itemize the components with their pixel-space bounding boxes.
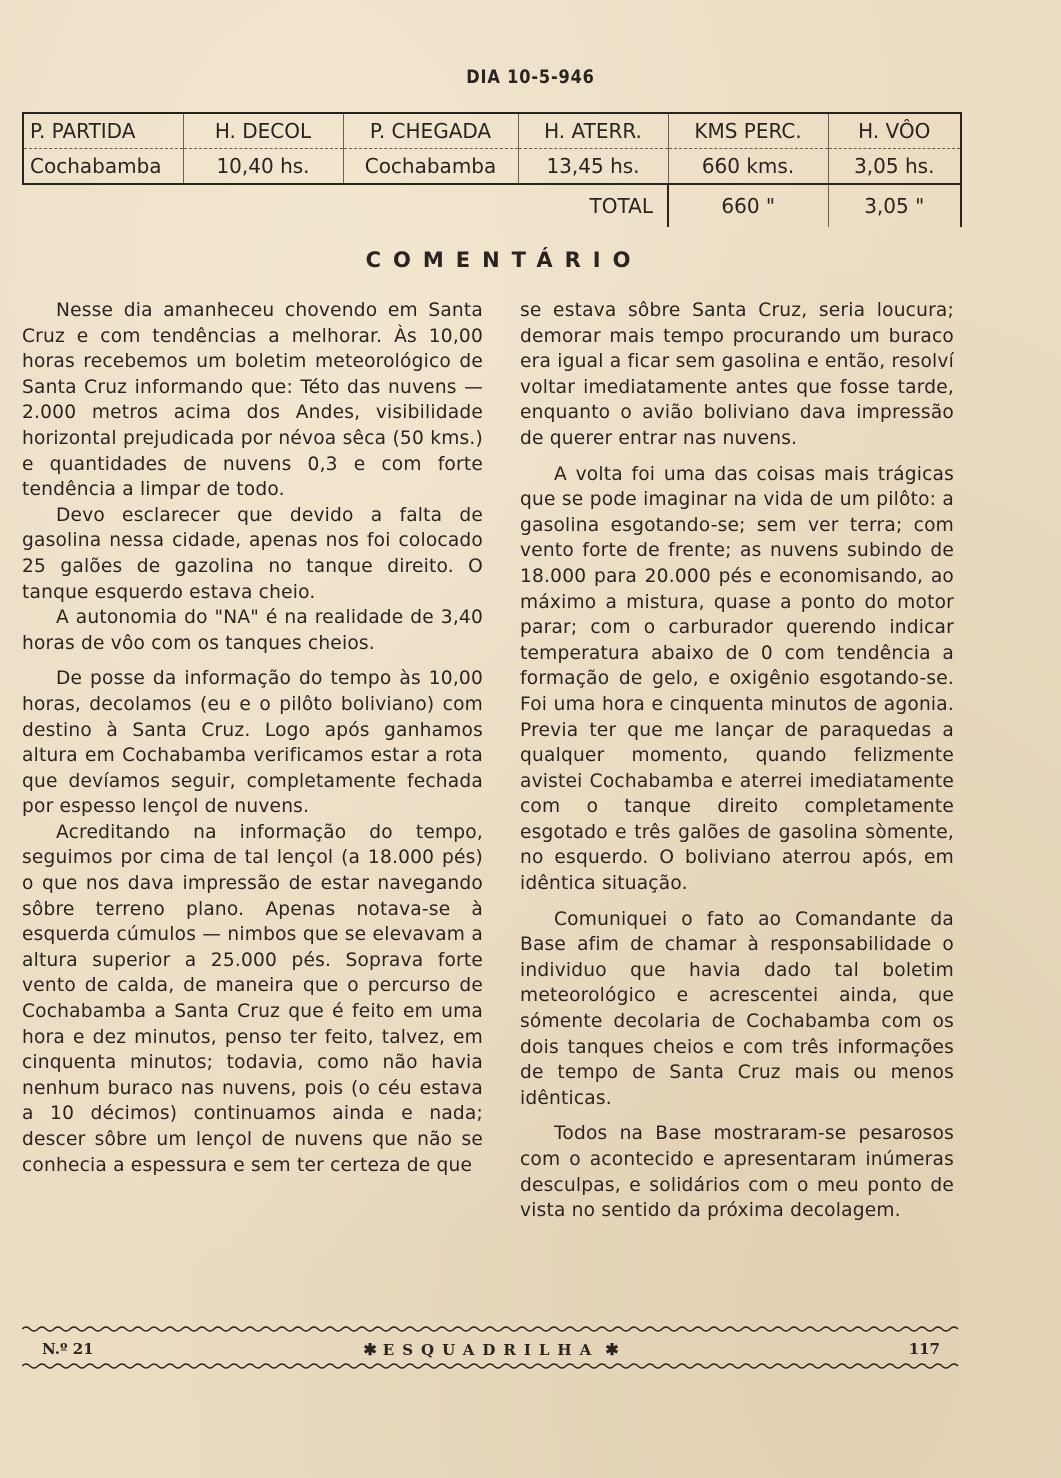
cell-arrival-place: Cochabamba (343, 149, 518, 185)
cell-landing-time: 13,45 hs. (518, 149, 668, 185)
magazine-name: ESQUADRILHA (382, 1341, 600, 1359)
paragraph: Todos na Base mostraram-se pesarosos com o acontecido e apresentaram inúmeras desculpas, e solidários com o meu ponto de vista no sentido da próxima decolagem. (520, 1123, 954, 1222)
flight-log-table (22, 112, 962, 227)
issue-number: N.º 21 (42, 1340, 94, 1358)
header-takeoff-time: H. DECOL (183, 113, 343, 149)
right-column (520, 298, 954, 1224)
header-kms-flown: KMS PERC. (668, 113, 828, 149)
magazine-title (22, 1340, 960, 1359)
page-number: 117 (908, 1340, 940, 1358)
header-arrival-place: P. CHEGADA (343, 113, 518, 149)
star-icon: ✱ (605, 1340, 619, 1359)
total-label: TOTAL (589, 194, 653, 218)
footer-wavy-rule-top (22, 1325, 960, 1333)
cell-takeoff-time: 10,40 hs. (183, 149, 343, 185)
paragraph: se estava sôbre Santa Cruz, seria loucura; demorar mais tempo procurando um buraco era igual a ficar sem gasolina e então, resolví voltar imediatamente antes que fosse tarde, enquanto o avião boliviano dava impressão de querer entrar nas nuvens. (520, 300, 954, 449)
section-title: COMENTÁRIO (365, 248, 643, 272)
paragraph: Devo esclarecer que devido a falta de gasolina nessa cidade, apenas nos foi colocado 25 galões de gazolina no tanque direito. O tanque esquerdo estava cheio. (22, 504, 483, 603)
cell-kms-flown: 660 kms. (668, 149, 828, 185)
total-kms: 660 " (668, 184, 828, 227)
paragraph: A autonomia do "NA" é na realidade de 3,40 horas de vôo com os tanques cheios. (22, 607, 483, 654)
paragraph: Acreditando na informação do tempo, seguimos por cima de tal lençol (a 18.000 pés) o que nos dava impressão de estar navegando sôbre terreno plano. Apenas notava-se à esquerda cúmulos — nimbos que se elevavam a altura superior a 25.000 pés. Soprava forte vento de calda, de maneira que o percurso de Cochabamba a Santa Cruz que é feito em uma hora e dez minutos, penso ter feito, talvez, em cinquenta minutos; todavia, como não havia nenhum buraco nas nuvens, pois (o céu estava a 10 décimos) continuamos ainda e nada; descer sôbre um lençol de nuvens que não se conhecia a espessura e sem ter certeza de que (22, 821, 483, 1176)
page-footer (22, 1338, 960, 1362)
report-date: DIA 10-5-946 (466, 66, 595, 88)
header-flight-hours: H. VÔO (828, 113, 961, 149)
table-header-row (23, 113, 961, 149)
paragraph: A volta foi uma das coisas mais trágicas que se pode imaginar na vida de um pilôto: a gasolina esgotando-se; sem ver terra; com vento forte de frente; as nuvens subindo de 18.000 para 20.000 pés e economisando, ao máximo a mistura, quase a ponto do motor parar; com o carburador querendo indicar temperatura abaixo de 0 com tendência a formação de gelo, e oxigênio esgotando-se. Foi uma hora e cinquenta minutos de agonia. Previa ter que me lançar de paraquedas a qualquer momento, quando felizmente avistei Cochabamba e aterrei imediatamente com o tanque direito completamente esgotado e três galões de gasolina sòmente, no esquerdo. O boliviano aterrou após, em idêntica situação. (520, 463, 954, 895)
star-icon: ✱ (363, 1340, 377, 1359)
footer-wavy-rule-bottom (22, 1362, 960, 1370)
table-row (23, 149, 961, 185)
cell-departure-place: Cochabamba (23, 149, 183, 185)
paragraph: Nesse dia amanheceu chovendo em Santa Cruz e com tendências a melhorar. Às 10,00 horas recebemos um boletim meteorológico de Santa Cruz informando que: Této das nuvens — 2.000 metros acima dos Andes, visibilidade horizontal prejudicada por névoa sêca (50 kms.) e quantidades de nuvens 0,3 e com forte tendência a limpar de todo. (22, 300, 483, 501)
table-total-row (23, 184, 961, 227)
total-hours: 3,05 " (828, 184, 961, 227)
left-column (22, 298, 483, 1178)
paragraph: Comuniquei o fato ao Comandante da Base afim de chamar à responsabilidade o individuo que havia dado tal boletim meteorológico e acrescentei ainda, que sómente decolaria de Cochabamba com os dois tanques cheios e com três informações de tempo de Santa Cruz mais ou menos idênticas. (520, 908, 954, 1109)
header-landing-time: H. ATERR. (518, 113, 668, 149)
cell-flight-hours: 3,05 hs. (828, 149, 961, 185)
paragraph: De posse da informação do tempo às 10,00 horas, decolamos (eu e o pilôto boliviano) com destino à Santa Cruz. Logo após ganhamos altura em Cochabamba verificamos estar a rota que devíamos seguir, completamente fechada por espesso lençol de nuvens. (22, 668, 483, 818)
header-departure-place: P. PARTIDA (23, 113, 183, 149)
